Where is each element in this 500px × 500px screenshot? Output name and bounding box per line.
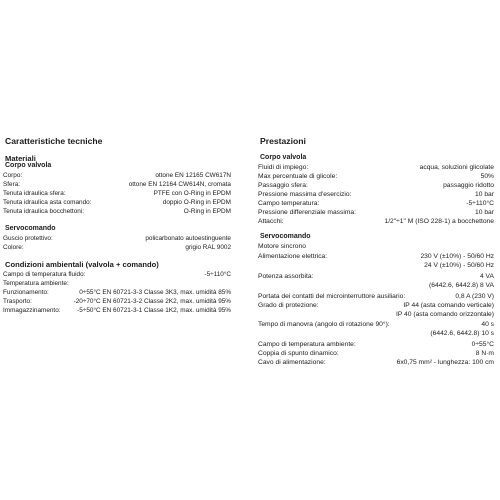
spec-row <box>3 198 231 207</box>
spec-row <box>258 358 494 367</box>
spec-value: -5÷110°C <box>204 271 231 278</box>
subheading-servocomando: Servocomando <box>5 225 56 232</box>
spec-value: -5÷110°C <box>466 200 494 207</box>
spec-label: Tenuta idraulica sfera: <box>3 190 66 197</box>
spec-label: Tenuta idraulica bocchettoni: <box>3 208 84 215</box>
spec-label: Corpo: <box>3 172 23 179</box>
spec-label: Pressione differenziale massima: <box>258 209 357 216</box>
spec-row <box>258 181 494 190</box>
spec-label: Alimentazione elettrica: <box>258 253 328 260</box>
spec-value: 0÷55°C <box>471 341 494 348</box>
spec-value: 1/2"÷1" M (ISO 228-1) a bocchettone <box>384 218 494 225</box>
spec-value: 0÷55°C EN 60721-3-3 Classe 3K3, max. umidità 85% <box>79 289 231 296</box>
section-title-prestazioni: Prestazioni <box>260 136 306 146</box>
subheading-corpo-valvola: Corpo valvola <box>260 154 307 161</box>
spec-label: Campo temperatura: <box>258 200 320 207</box>
spec-row <box>258 252 494 261</box>
spec-label: Pressione massima d'esercizio: <box>258 191 352 198</box>
spec-label: Portata dei contatti del microinterruttore ausiliario: <box>258 293 406 300</box>
spec-row <box>3 171 231 180</box>
spec-label: Tempo di manovra (angolo di rotazione 90°): <box>258 321 390 328</box>
spec-label: Campo di temperatura ambiente: <box>258 341 356 348</box>
spec-row <box>258 310 494 319</box>
spec-value: (6442.6, 6442.8) 10 s <box>430 330 494 337</box>
spec-value: 0,8 A (230 V) <box>455 293 494 300</box>
spec-value: 8 N·m <box>475 350 494 357</box>
spec-value: -5÷50°C EN 60721-3-1 Classe 1K2, max. umidità 95% <box>77 307 231 314</box>
subheading-corpo-valvola: Corpo valvola <box>5 162 52 169</box>
spec-value: (6442.6, 6442.8) 8 VA <box>429 282 494 289</box>
spec-value: IP 40 (asta comando orizzontale) <box>395 311 494 318</box>
spec-value: passaggio ridotto <box>443 182 494 189</box>
spec-row <box>3 207 231 216</box>
heading-condizioni-ambientali: Condizioni ambientali (valvola + comando) <box>5 260 159 269</box>
spec-value: ottone EN 12164 CW614N, cromata <box>128 181 231 188</box>
spec-row <box>3 270 231 279</box>
spec-row <box>258 163 494 172</box>
spec-label: Motore sincrono <box>258 243 306 250</box>
spec-label: Max percentuale di glicole: <box>258 173 338 180</box>
spec-row <box>3 180 231 189</box>
spec-row <box>258 242 494 251</box>
spec-value: 230 V (±10%) - 50/60 Hz <box>420 253 494 260</box>
spec-value: acqua, soluzioni glicolate <box>419 164 494 171</box>
spec-value: policarbonato autoestinguente <box>145 235 231 242</box>
section-title-caratteristiche: Caratteristiche tecniche <box>5 136 103 146</box>
spec-value: grigio RAL 9002 <box>185 244 231 251</box>
spec-label: Passaggio sfera: <box>258 182 308 189</box>
spec-row <box>3 234 231 243</box>
spec-row <box>258 349 494 358</box>
spec-label: Fluidi di impiego: <box>258 164 309 171</box>
heading-materiali: Materiali <box>5 154 36 163</box>
spec-row <box>258 320 494 329</box>
spec-row <box>3 288 231 297</box>
spec-value: 50% <box>480 173 494 180</box>
spec-row <box>258 217 494 226</box>
spec-value: O-Ring in EPDM <box>183 208 231 215</box>
spec-row <box>258 208 494 217</box>
spec-row <box>3 306 231 315</box>
spec-value: 24 V (±10%) - 50/60 Hz <box>424 262 494 269</box>
spec-row <box>258 292 494 301</box>
spec-label: Coppia di spunto dinamico: <box>258 350 339 357</box>
spec-row <box>258 199 494 208</box>
spec-label: Sfera: <box>3 181 21 188</box>
spec-label: Attacchi: <box>258 218 284 225</box>
spec-value: 6x0,75 mm² - lunghezza: 100 cm <box>396 359 494 366</box>
spec-row <box>258 281 494 290</box>
spec-row <box>3 243 231 252</box>
spec-value: -20÷70°C EN 60721-3-2 Classe 2K2, max. umidità 95% <box>73 298 231 305</box>
spec-label: Immagazzinamento: <box>3 307 61 314</box>
subheading-servocomando: Servocomando <box>260 233 311 240</box>
spec-label: Temperatura ambiente: <box>3 280 69 287</box>
spec-label: Funzionamento: <box>3 289 49 296</box>
spec-row <box>258 301 494 310</box>
spec-label: Tenuta idraulica asta comando: <box>3 199 92 206</box>
spec-value: PTFE con O-Ring in EPDM <box>153 190 231 197</box>
spec-value: ottone EN 12165 CW617N <box>155 172 231 179</box>
spec-row <box>3 297 231 306</box>
spec-value: IP 44 (asta comando verticale) <box>403 302 494 309</box>
spec-row <box>258 190 494 199</box>
spec-label: Grado di protezione: <box>258 302 319 309</box>
spec-row <box>258 172 494 181</box>
spec-label: Guscio protettivo: <box>3 235 53 242</box>
spec-label: Colore: <box>3 244 24 251</box>
spec-label: Cavo di alimentazione: <box>258 359 326 366</box>
spec-row <box>258 329 494 338</box>
spec-value: doppio O-Ring in EPDM <box>162 199 231 206</box>
spec-row <box>3 279 231 288</box>
spec-value: 10 bar <box>475 209 494 216</box>
spec-row <box>258 272 494 281</box>
spec-value: 4 VA <box>479 273 494 280</box>
spec-label: Trasporto: <box>3 298 32 305</box>
spec-label: Potenza assorbita: <box>258 273 314 280</box>
spec-value: 40 s <box>481 321 494 328</box>
spec-row <box>3 189 231 198</box>
spec-label: Campo di temperatura fluido: <box>3 271 86 278</box>
spec-row <box>258 261 494 270</box>
spec-value: 10 bar <box>475 191 494 198</box>
spec-row <box>258 340 494 349</box>
